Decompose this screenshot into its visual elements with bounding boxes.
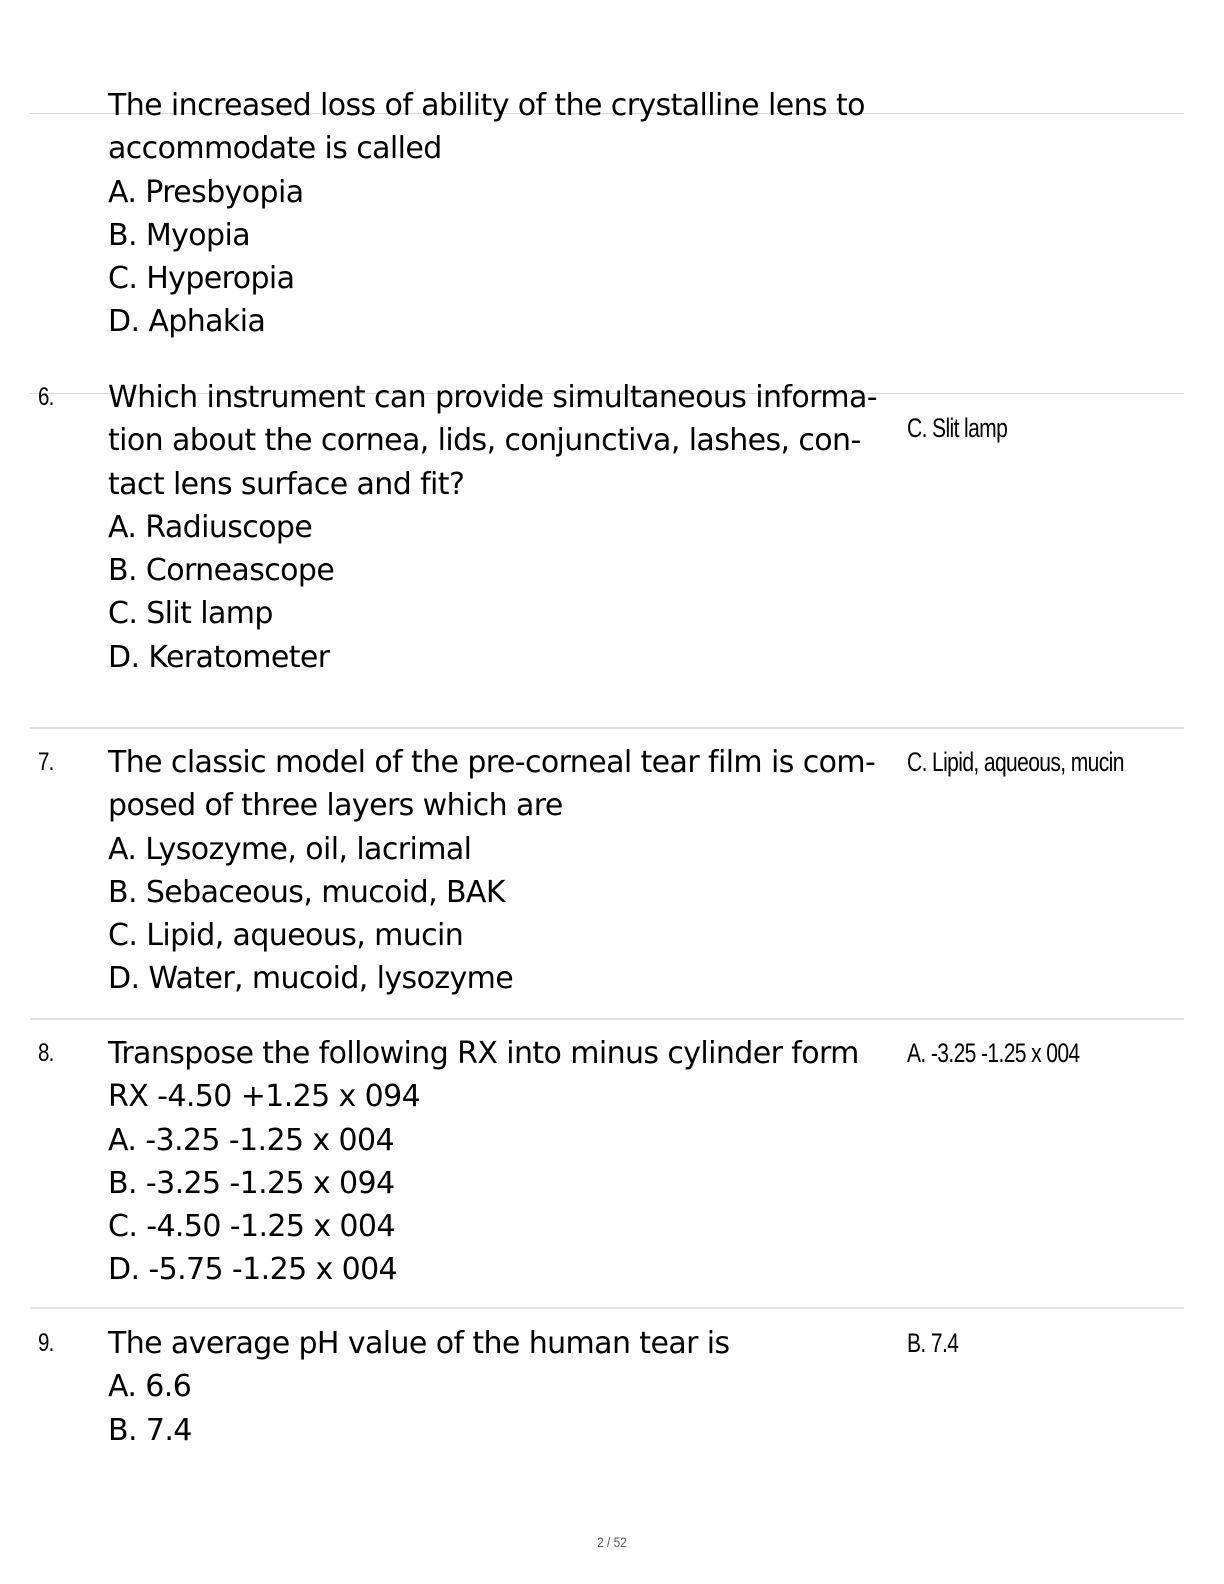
question-number: 8. — [38, 1039, 54, 1067]
question-divider — [30, 1307, 1184, 1309]
page-indicator: 2 / 52 — [597, 1534, 627, 1550]
answer-key: B. 7.4 — [907, 1328, 959, 1358]
answer-key: C. Slit lamp — [907, 413, 1008, 443]
option-c: C. Hyperopia — [108, 261, 295, 297]
question-text: tion about the cornea, lids, conjunctiva, lashes, con- — [108, 423, 861, 459]
option-c: C. Slit lamp — [108, 596, 273, 632]
option-b: B. Sebaceous, mucoid, BAK — [108, 874, 505, 910]
question-divider — [30, 1018, 1184, 1020]
question-divider — [30, 727, 1184, 729]
option-d: D. Aphakia — [108, 304, 266, 340]
question-body — [108, 1032, 898, 1292]
question-body — [108, 1322, 898, 1452]
question-text: The increased loss of ability of the crystalline lens to — [108, 88, 865, 123]
option-a: A. Lysozyme, oil, lacrimal — [108, 831, 472, 867]
option-c: C. -4.50 -1.25 x 004 — [108, 1209, 395, 1245]
question-body — [108, 741, 898, 1001]
answer-key: C. Lipid, aqueous, mucin — [907, 747, 1124, 777]
question-number: 9. — [38, 1329, 54, 1357]
option-c: C. Lipid, aqueous, mucin — [108, 918, 464, 954]
option-d: D. Keratometer — [108, 639, 330, 675]
answer-key: A. -3.25 -1.25 x 004 — [907, 1038, 1080, 1068]
question-text: accommodate is called — [108, 131, 442, 167]
question-text: tact lens surface and fit? — [108, 466, 465, 502]
question-number: 6. — [38, 383, 54, 411]
question-text: Transpose the following RX into minus cylinder form — [108, 1036, 859, 1071]
option-b: B. Corneascope — [108, 553, 335, 589]
question-number: 7. — [38, 748, 54, 776]
option-b: B. -3.25 -1.25 x 094 — [108, 1165, 395, 1201]
question-text: posed of three layers which are — [108, 788, 563, 824]
question-body — [108, 84, 898, 344]
option-d: D. Water, mucoid, lysozyme — [108, 961, 514, 997]
question-text: Which instrument can provide simultaneous informa- — [108, 380, 877, 415]
option-b: B. 7.4 — [108, 1412, 192, 1448]
question-text: The classic model of the pre-corneal tear film is com- — [108, 745, 876, 780]
option-b: B. Myopia — [108, 217, 251, 253]
option-a: A. Radiuscope — [108, 509, 313, 545]
option-a: A. -3.25 -1.25 x 004 — [108, 1122, 394, 1158]
question-body — [108, 376, 898, 679]
option-a: A. Presbyopia — [108, 174, 304, 210]
question-text: The average pH value of the human tear is — [108, 1326, 730, 1361]
option-a: A. 6.6 — [108, 1369, 192, 1405]
option-d: D. -5.75 -1.25 x 004 — [108, 1252, 398, 1288]
question-text: RX -4.50 +1.25 x 094 — [108, 1079, 421, 1115]
